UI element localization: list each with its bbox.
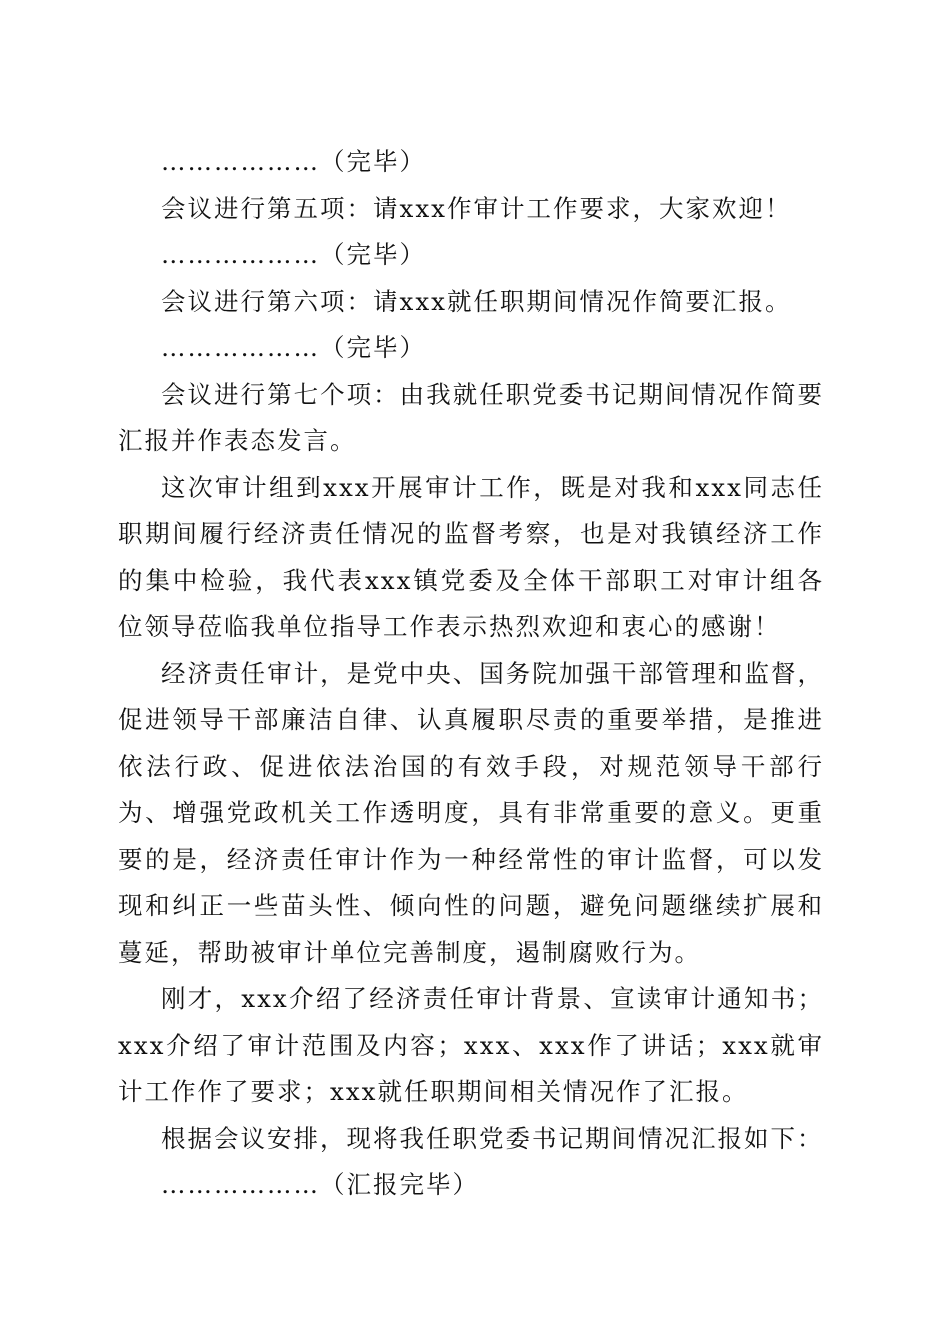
paragraph-report-intro: 根据会议安排，现将我任职党委书记期间情况汇报如下：	[161, 1123, 824, 1153]
agenda-item-6: 会议进行第六项：请xxx就任职期间情况作简要汇报。	[161, 286, 792, 316]
ellipsis-line-2: ………………（完毕）	[161, 240, 426, 269]
ellipsis-line-1: ………………（完毕）	[161, 147, 426, 176]
paragraph-recap: 刚才，xxx介绍了经济责任审计背景、宣读审计通知书；xxx介绍了审计范围及内容；xxx、xxx作了讲话；xxx就审计工作作了要求；xxx就任职期间相关情况作了汇报。	[118, 984, 824, 1106]
ellipsis-line-3: ………………（完毕）	[161, 333, 426, 362]
paragraph-audit-significance: 经济责任审计，是党中央、国务院加强干部管理和监督，促进领导干部廉洁自律、认真履职尽责的重要举措，是推进依法行政、促进依法治国的有效手段，对规范领导干部行为、增强党政机关工作透明度，具有非常重要的意义。更重要的是，经济责任审计作为一种经常性的审计监督，可以发现和纠正一些苗头性、倾向性的问题，避免问题继续扩展和蔓延，帮助被审计单位完善制度，遏制腐败行为。	[118, 658, 824, 967]
paragraph-welcome: 这次审计组到xxx开展审计工作，既是对我和xxx同志任职期间履行经济责任情况的监督考察，也是对我镇经济工作的集中检验，我代表xxx镇党委及全体干部职工对审计组各位领导莅临我单位指导工作表示热烈欢迎和衷心的感谢！	[118, 472, 824, 641]
agenda-item-7: 会议进行第七个项：由我就任职党委书记期间情况作简要汇报并作表态发言。	[118, 379, 824, 455]
agenda-item-5: 会议进行第五项：请xxx作审计工作要求，大家欢迎！	[161, 193, 792, 223]
document-body	[118, 139, 824, 1209]
ellipsis-line-final: ………………（汇报完毕）	[161, 1170, 479, 1199]
